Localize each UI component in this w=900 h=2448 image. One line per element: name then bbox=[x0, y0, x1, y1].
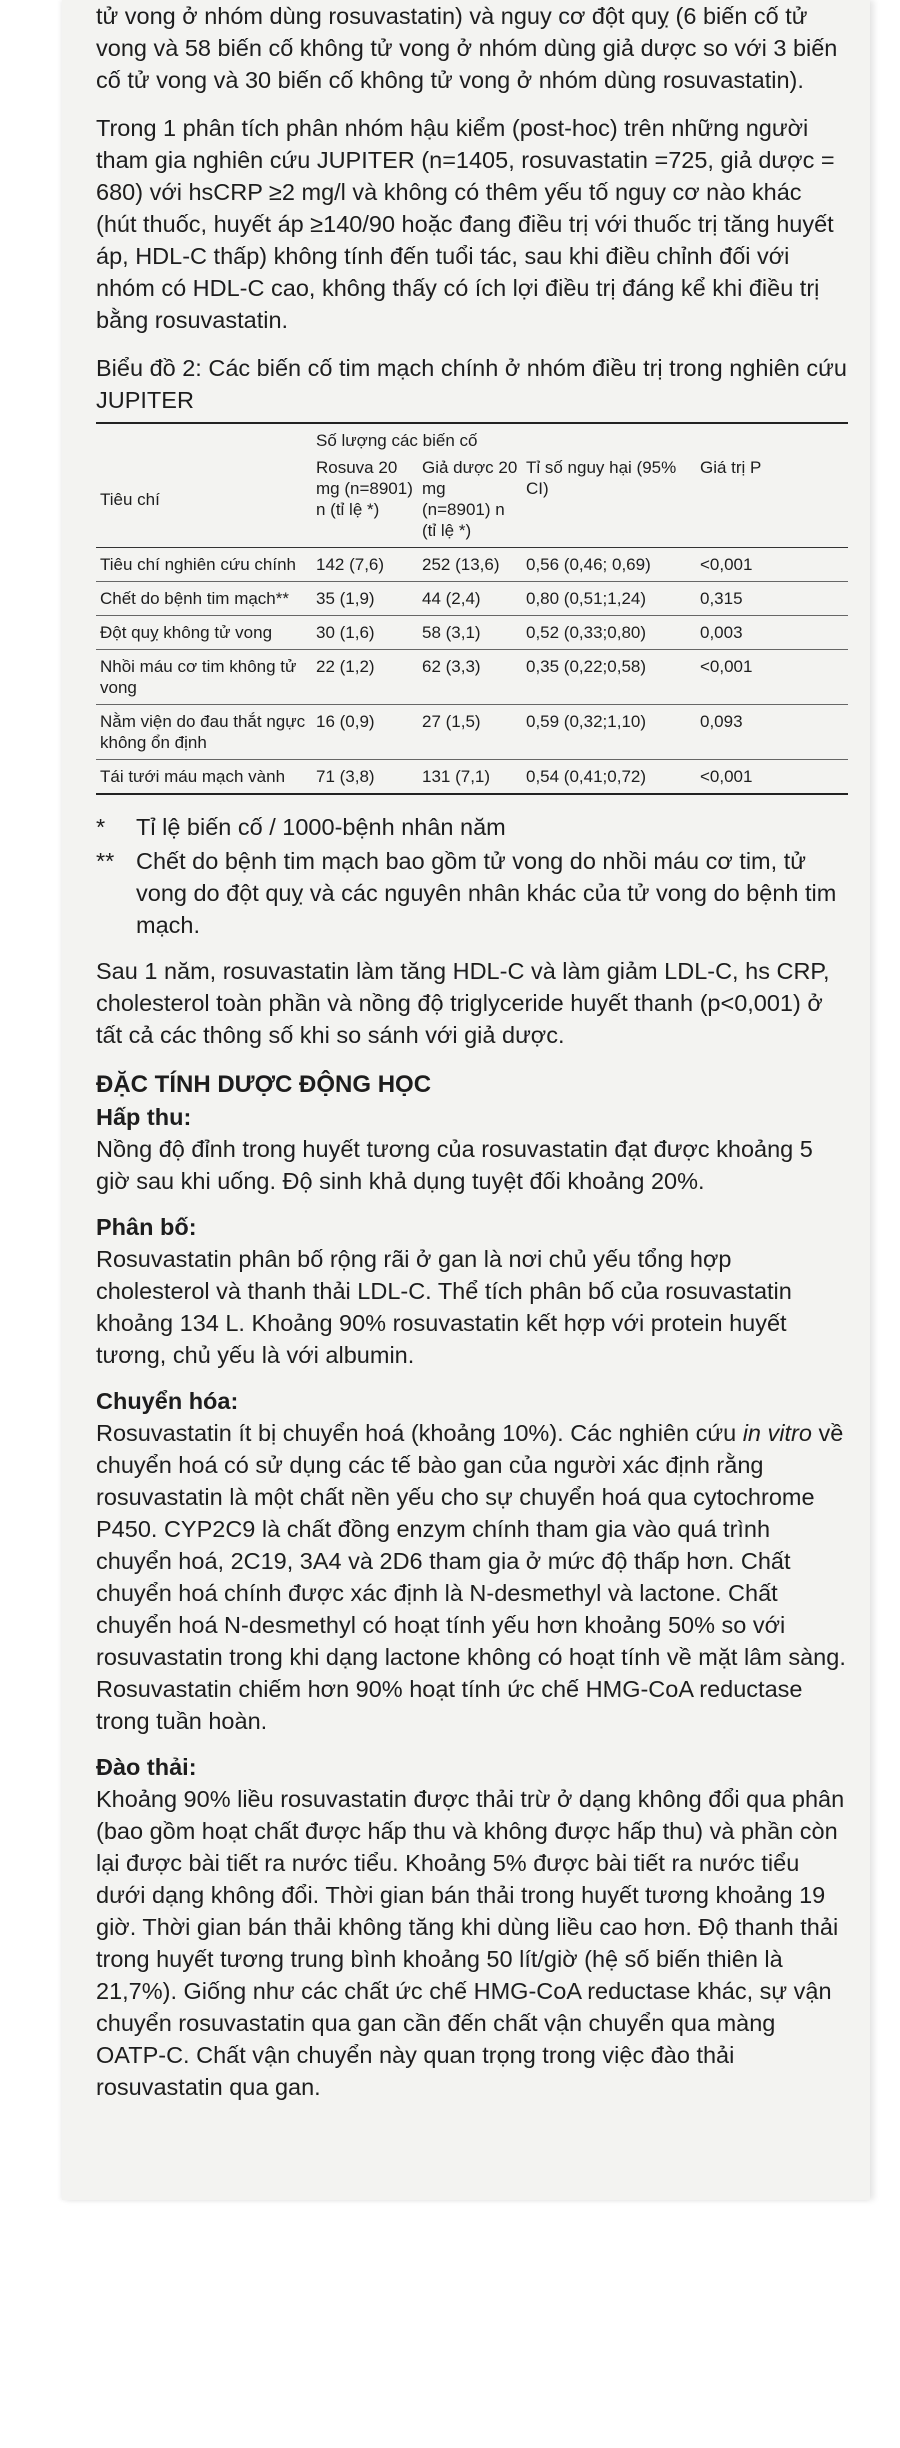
row-rosuva: 142 (7,6) bbox=[312, 548, 418, 582]
row-placebo: 44 (2,4) bbox=[418, 582, 522, 616]
metabolism-text-before: Rosuvastatin ít bị chuyển hoá (khoảng 10%). Các nghiên cứu bbox=[96, 1420, 743, 1446]
header-placebo: Giả dược 20 mg (n=8901) n (tỉ lệ *) bbox=[422, 458, 518, 540]
row-hazard-ratio: 0,80 (0,51;1,24) bbox=[522, 582, 696, 616]
row-p-value: <0,001 bbox=[696, 548, 848, 582]
intro-paragraph: tử vong ở nhóm dùng rosuvastatin) và nguy cơ đột quỵ (6 biến cố tử vong và 58 biến cố không tử vong ở nhóm dùng giả dược so với 3 biến cố tử vong và 30 biến cố không tử vong ở nhóm dùng rosuvastatin). bbox=[96, 3, 838, 93]
row-rosuva: 71 (3,8) bbox=[312, 760, 418, 795]
row-criteria: Nhồi máu cơ tim không tử vong bbox=[96, 650, 312, 705]
absorption-title: Hấp thu: bbox=[96, 1104, 192, 1130]
leaflet-content bbox=[96, 0, 848, 2117]
footnote-text: Chết do bệnh tim mạch bao gồm tử vong do nhồi máu cơ tim, tử vong do đột quỵ và các nguyên nhân khác của tử vong do bệnh tim mạch. bbox=[136, 848, 837, 938]
row-hazard-ratio: 0,52 (0,33;0,80) bbox=[522, 616, 696, 650]
leaflet-page bbox=[62, 0, 870, 2200]
elimination-title: Đào thải: bbox=[96, 1754, 197, 1780]
header-criteria: Tiêu chí bbox=[100, 489, 160, 509]
metabolism-text-italic: in vitro bbox=[742, 1420, 812, 1446]
row-placebo: 58 (3,1) bbox=[418, 616, 522, 650]
footnote bbox=[96, 811, 848, 843]
row-p-value: 0,093 bbox=[696, 705, 848, 760]
row-p-value: 0,003 bbox=[696, 616, 848, 650]
row-criteria: Tái tưới máu mạch vành bbox=[96, 760, 312, 795]
row-rosuva: 35 (1,9) bbox=[312, 582, 418, 616]
row-criteria: Nằm viện do đau thắt ngực không ổn định bbox=[96, 705, 312, 760]
table-row bbox=[96, 616, 848, 650]
row-criteria: Đột quỵ không tử vong bbox=[96, 616, 312, 650]
metabolism-text bbox=[96, 1417, 848, 1737]
table-row bbox=[96, 760, 848, 795]
table-header-row bbox=[96, 454, 848, 548]
header-rosuva: Rosuva 20 mg (n=8901) n (tỉ lệ *) bbox=[316, 458, 413, 519]
table-group-header-row bbox=[96, 424, 848, 454]
distribution-text: Rosuvastatin phân bố rộng rãi ở gan là nơi chủ yếu tổng hợp cholesterol và thanh thải LDL-C. Thể tích phân bố của rosuvastatin khoảng 134 L. Khoảng 90% rosuvastatin kết hợp với protein huyết tương, chủ yếu là với albumin. bbox=[96, 1246, 792, 1368]
row-criteria: Chết do bệnh tim mạch** bbox=[96, 582, 312, 616]
footnote-mark: * bbox=[96, 814, 106, 840]
jupiter-events-table bbox=[96, 424, 848, 795]
row-p-value: <0,001 bbox=[696, 650, 848, 705]
footnote bbox=[96, 845, 848, 941]
row-hazard-ratio: 0,54 (0,41;0,72) bbox=[522, 760, 696, 795]
row-hazard-ratio: 0,56 (0,46; 0,69) bbox=[522, 548, 696, 582]
footnote-mark: ** bbox=[96, 848, 115, 874]
pk-section-title: ĐẶC TÍNH DƯỢC ĐỘNG HỌC bbox=[96, 1071, 432, 1098]
table-row bbox=[96, 582, 848, 616]
header-p-value: Giá trị P bbox=[700, 458, 762, 477]
row-rosuva: 30 (1,6) bbox=[312, 616, 418, 650]
row-placebo: 62 (3,3) bbox=[418, 650, 522, 705]
row-hazard-ratio: 0,35 (0,22;0,58) bbox=[522, 650, 696, 705]
footnote-text: Tỉ lệ biến cố / 1000-bệnh nhân năm bbox=[136, 814, 506, 840]
posthoc-paragraph: Trong 1 phân tích phân nhóm hậu kiểm (post-hoc) trên những người tham gia nghiên cứu JUPITER (n=1405, rosuvastatin =725, giả dược = 680) với hsCRP ≥2 mg/l và không có thêm yếu tố nguy cơ nào khác (hút thuốc, huyết áp ≥140/90 hoặc đang điều trị với thuốc trị tăng huyết áp, HDL-C thấp) không tính đến tuổi tác, sau khi điều chỉnh đối với nhóm có HDL-C cao, không thấy có ích lợi điều trị đáng kể khi điều trị bằng rosuvastatin. bbox=[96, 115, 835, 333]
row-p-value: 0,315 bbox=[696, 582, 848, 616]
table-row bbox=[96, 548, 848, 582]
chart-caption: Biểu đồ 2: Các biến cố tim mạch chính ở nhóm điều trị trong nghiên cứu JUPITER bbox=[96, 355, 847, 413]
metabolism-title: Chuyển hóa: bbox=[96, 1388, 239, 1414]
row-rosuva: 22 (1,2) bbox=[312, 650, 418, 705]
metabolism-text-after: về chuyển hoá có sử dụng các tế bào gan của người xác định rằng rosuvastatin là một chất nền yếu cho sự chuyển hoá qua cytochrome P450. CYP2C9 là chất đồng enzym chính tham gia vào quá trình chuyển hoá, 2C19, 3A4 và 2D6 tham gia ở mức độ thấp hơn. Chất chuyển hoá chính được xác định là N-desmethyl và lactone. Chất chuyển hoá N-desmethyl có hoạt tính yếu hơn khoảng 50% so với rosuvastatin trong khi dạng lactone không có hoạt tính về mặt lâm sàng. Rosuvastatin chiếm hơn 90% hoạt tính ức chế HMG-CoA reductase trong tuần hoàn. bbox=[96, 1420, 846, 1734]
distribution-title: Phân bố: bbox=[96, 1214, 197, 1240]
after-table-paragraph: Sau 1 năm, rosuvastatin làm tăng HDL-C và làm giảm LDL-C, hs CRP, cholesterol toàn phần và nồng độ triglyceride huyết thanh (p<0,001) ở tất cả các thông số khi so sánh với giả dược. bbox=[96, 958, 830, 1048]
elimination-text: Khoảng 90% liều rosuvastatin được thải trừ ở dạng không đổi qua phân (bao gồm hoạt chất được hấp thu và không được hấp thu) và phần còn lại được bài tiết ra nước tiểu. Khoảng 5% được bài tiết ra nước tiểu dưới dạng không đổi. Thời gian bán thải trong huyết tương khoảng 19 giờ. Thời gian bán thải không tăng khi dùng liều cao hơn. Độ thanh thải trong huyết tương trung bình khoảng 50 lít/giờ (hệ số biến thiên là 21,7%). Giống như các chất ức chế HMG-CoA reductase khác, sự vận chuyển rosuvastatin qua gan cần đến chất vận chuyển qua màng OATP-C. Chất vận chuyển này quan trọng trong việc đào thải rosuvastatin qua gan. bbox=[96, 1786, 845, 2100]
table-footnotes bbox=[96, 811, 848, 941]
table-group-header: Số lượng các biến cố bbox=[316, 431, 478, 450]
row-rosuva: 16 (0,9) bbox=[312, 705, 418, 760]
row-hazard-ratio: 0,59 (0,32;1,10) bbox=[522, 705, 696, 760]
row-criteria: Tiêu chí nghiên cứu chính bbox=[96, 548, 312, 582]
row-placebo: 252 (13,6) bbox=[418, 548, 522, 582]
absorption-text: Nồng độ đỉnh trong huyết tương của rosuvastatin đạt được khoảng 5 giờ sau khi uống. Độ sinh khả dụng tuyệt đối khoảng 20%. bbox=[96, 1136, 813, 1194]
table-row bbox=[96, 705, 848, 760]
row-p-value: <0,001 bbox=[696, 760, 848, 795]
header-hazard-ratio: Tỉ số nguy hại (95% CI) bbox=[526, 458, 677, 498]
table-row bbox=[96, 650, 848, 705]
row-placebo: 131 (7,1) bbox=[418, 760, 522, 795]
row-placebo: 27 (1,5) bbox=[418, 705, 522, 760]
